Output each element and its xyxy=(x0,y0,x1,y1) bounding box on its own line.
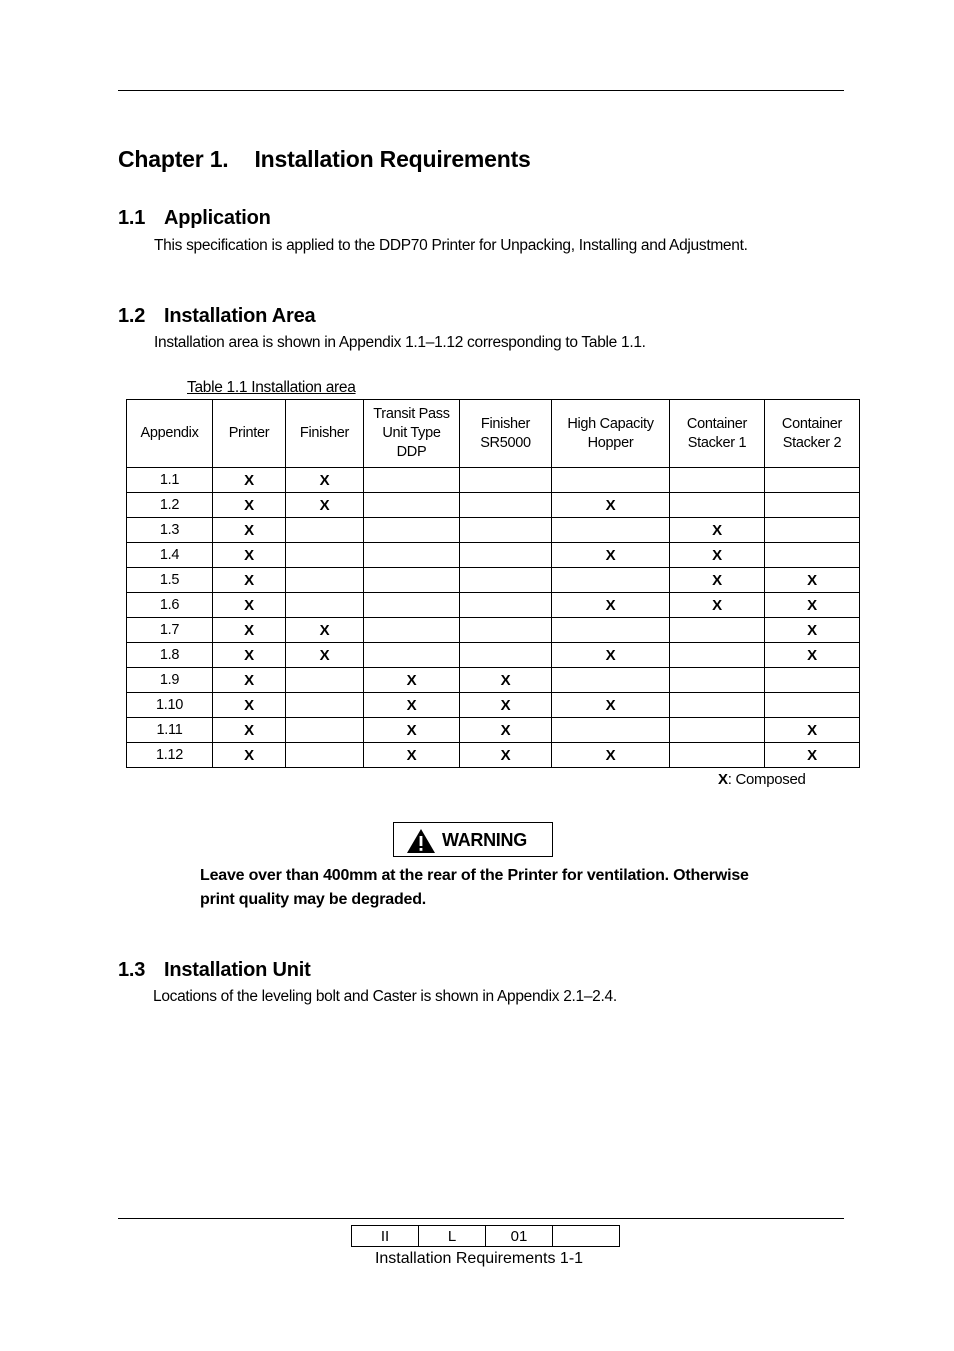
appendix-cell: 1.6 xyxy=(127,593,213,618)
table-row xyxy=(127,518,860,543)
composition-cell: X xyxy=(765,568,860,593)
legend-text: : Composed xyxy=(727,771,806,788)
composition-cell: X xyxy=(364,743,460,768)
composition-cell xyxy=(460,518,552,543)
table-header-cell xyxy=(364,400,460,468)
table-caption: Table 1.1 Installation area xyxy=(187,379,356,396)
composition-cell xyxy=(460,543,552,568)
composition-cell: X xyxy=(460,718,552,743)
composition-cell: X xyxy=(765,618,860,643)
header-line: Stacker 1 xyxy=(687,434,747,451)
chapter-number: Chapter 1. xyxy=(118,146,229,172)
header-line: Finisher xyxy=(299,425,350,441)
composition-cell: X xyxy=(213,643,286,668)
composition-cell: X xyxy=(364,668,460,693)
section-number: 1.3 xyxy=(118,959,146,981)
appendix-cell: 1.9 xyxy=(127,668,213,693)
appendix-cell: 1.3 xyxy=(127,518,213,543)
composition-cell xyxy=(552,618,670,643)
chapter-title xyxy=(118,146,531,173)
table-row xyxy=(127,743,860,768)
section-heading-application xyxy=(118,207,271,230)
composition-cell xyxy=(364,643,460,668)
composition-cell: X xyxy=(364,718,460,743)
footer-code-cell: L xyxy=(419,1226,486,1247)
table-header-cell xyxy=(765,400,860,468)
composition-cell: X xyxy=(213,593,286,618)
composition-cell: X xyxy=(286,493,364,518)
table-header-row xyxy=(127,400,860,468)
composition-cell xyxy=(286,593,364,618)
composition-cell xyxy=(552,568,670,593)
composition-cell xyxy=(286,693,364,718)
warning-box xyxy=(393,822,553,857)
header-line: High Capacity xyxy=(567,415,654,432)
composition-cell xyxy=(460,468,552,493)
table-header-cell xyxy=(670,400,765,468)
composition-cell xyxy=(552,718,670,743)
composition-cell: X xyxy=(460,743,552,768)
footer-code-cell xyxy=(553,1226,620,1247)
composition-cell: X xyxy=(670,568,765,593)
composition-cell: X xyxy=(670,543,765,568)
composition-cell: X xyxy=(460,693,552,718)
composition-cell xyxy=(670,618,765,643)
composition-cell xyxy=(765,668,860,693)
composition-cell xyxy=(670,693,765,718)
composition-cell: X xyxy=(552,543,670,568)
header-line: Finisher xyxy=(480,415,531,432)
composition-cell: X xyxy=(213,518,286,543)
composition-cell xyxy=(552,518,670,543)
table-header-cell xyxy=(213,400,286,468)
composition-cell: X xyxy=(552,693,670,718)
composition-cell xyxy=(670,743,765,768)
composition-cell xyxy=(552,468,670,493)
composition-cell xyxy=(765,518,860,543)
composition-cell xyxy=(670,668,765,693)
header-line: Stacker 2 xyxy=(782,434,842,451)
section-number: 1.1 xyxy=(118,207,146,229)
warning-text xyxy=(200,864,800,912)
appendix-cell: 1.7 xyxy=(127,618,213,643)
appendix-cell: 1.8 xyxy=(127,643,213,668)
table-header-cell xyxy=(460,400,552,468)
composition-cell: X xyxy=(552,493,670,518)
composition-cell xyxy=(460,643,552,668)
table-row xyxy=(127,493,860,518)
warning-triangle-icon xyxy=(406,828,436,854)
appendix-cell: 1.2 xyxy=(127,493,213,518)
composition-cell: X xyxy=(552,643,670,668)
header-line: Hopper xyxy=(587,434,634,451)
header-line: DDP xyxy=(396,444,427,460)
appendix-cell: 1.5 xyxy=(127,568,213,593)
table-body xyxy=(127,468,860,768)
table-legend xyxy=(718,771,806,788)
section-heading-installation-unit xyxy=(118,959,311,982)
composition-cell xyxy=(765,493,860,518)
composition-cell xyxy=(364,493,460,518)
composition-cell: X xyxy=(670,518,765,543)
composition-cell: X xyxy=(364,693,460,718)
chapter-name: Installation Requirements xyxy=(254,146,531,172)
composition-cell xyxy=(670,718,765,743)
application-text: This specification is applied to the DDP70 Printer for Unpacking, Installing and Adjustment. xyxy=(154,237,748,254)
composition-cell xyxy=(286,543,364,568)
composition-cell: X xyxy=(213,618,286,643)
composition-cell xyxy=(286,718,364,743)
header-line: SR5000 xyxy=(480,434,531,451)
composition-cell xyxy=(552,668,670,693)
warning-label: WARNING xyxy=(442,830,527,850)
header-line: Container xyxy=(686,415,748,432)
composition-cell: X xyxy=(765,718,860,743)
footer-code-cell: II xyxy=(352,1226,419,1247)
composition-cell xyxy=(765,468,860,493)
composition-cell: X xyxy=(213,468,286,493)
composition-cell: X xyxy=(765,743,860,768)
composition-cell xyxy=(460,593,552,618)
composition-cell: X xyxy=(213,568,286,593)
table-row xyxy=(127,593,860,618)
header-line: Container xyxy=(781,415,843,432)
footer-label: Installation Requirements 1-1 xyxy=(374,1250,584,1267)
composition-cell: X xyxy=(213,543,286,568)
composition-cell xyxy=(286,743,364,768)
section-title: Application xyxy=(164,207,271,229)
composition-cell xyxy=(364,568,460,593)
composition-cell: X xyxy=(552,743,670,768)
composition-cell: X xyxy=(286,643,364,668)
header-line: Transit Pass xyxy=(373,406,450,422)
composition-cell xyxy=(670,468,765,493)
installation-area-table xyxy=(126,399,860,768)
header-line: Appendix xyxy=(140,425,199,441)
composition-cell: X xyxy=(213,693,286,718)
composition-cell xyxy=(364,593,460,618)
table-row xyxy=(127,543,860,568)
table-header-cell xyxy=(127,400,213,468)
composition-cell xyxy=(364,468,460,493)
composition-cell: X xyxy=(765,593,860,618)
header-line: Printer xyxy=(228,425,270,441)
composition-cell: X xyxy=(460,668,552,693)
composition-cell xyxy=(460,493,552,518)
composition-cell xyxy=(286,668,364,693)
composition-cell: X xyxy=(213,718,286,743)
installation-area-text: Installation area is shown in Appendix 1.1–1.12 corresponding to Table 1.1. xyxy=(154,334,646,351)
section-number: 1.2 xyxy=(118,305,146,327)
composition-cell: X xyxy=(552,593,670,618)
header-rule xyxy=(118,90,844,91)
composition-cell xyxy=(286,518,364,543)
table-header-cell xyxy=(552,400,670,468)
composition-cell xyxy=(670,493,765,518)
composition-cell: X xyxy=(213,493,286,518)
table-row xyxy=(127,468,860,493)
appendix-cell: 1.12 xyxy=(127,743,213,768)
composition-cell: X xyxy=(213,743,286,768)
composition-cell xyxy=(364,518,460,543)
composition-cell xyxy=(286,568,364,593)
footer-code-table xyxy=(351,1225,620,1247)
appendix-cell: 1.4 xyxy=(127,543,213,568)
section-title: Installation Unit xyxy=(164,959,311,981)
table-row xyxy=(127,618,860,643)
composition-cell: X xyxy=(213,668,286,693)
appendix-cell: 1.10 xyxy=(127,693,213,718)
composition-cell: X xyxy=(286,468,364,493)
composition-cell xyxy=(765,693,860,718)
footer-rule xyxy=(118,1218,844,1219)
table-row xyxy=(127,718,860,743)
composition-cell xyxy=(460,618,552,643)
header-line: Unit Type xyxy=(382,425,441,441)
composition-cell xyxy=(670,643,765,668)
section-heading-installation-area xyxy=(118,305,315,328)
table-row xyxy=(127,568,860,593)
table-row xyxy=(127,643,860,668)
composition-cell xyxy=(765,543,860,568)
footer-code-cell: 01 xyxy=(486,1226,553,1247)
warning-line: print quality may be degraded. xyxy=(200,891,427,908)
appendix-cell: 1.11 xyxy=(127,718,213,743)
composition-cell xyxy=(460,568,552,593)
table-row xyxy=(127,668,860,693)
composition-cell xyxy=(364,543,460,568)
composition-cell: X xyxy=(670,593,765,618)
composition-cell: X xyxy=(765,643,860,668)
appendix-cell: 1.1 xyxy=(127,468,213,493)
table-row xyxy=(127,693,860,718)
composition-cell xyxy=(364,618,460,643)
composition-cell: X xyxy=(286,618,364,643)
installation-unit-text: Locations of the leveling bolt and Caster is shown in Appendix 2.1–2.4. xyxy=(153,988,617,1005)
table-header-cell xyxy=(286,400,364,468)
section-title: Installation Area xyxy=(164,305,316,327)
warning-line: Leave over than 400mm at the rear of the Printer for ventilation. Otherwise xyxy=(200,867,749,884)
legend-symbol: X xyxy=(718,771,728,788)
